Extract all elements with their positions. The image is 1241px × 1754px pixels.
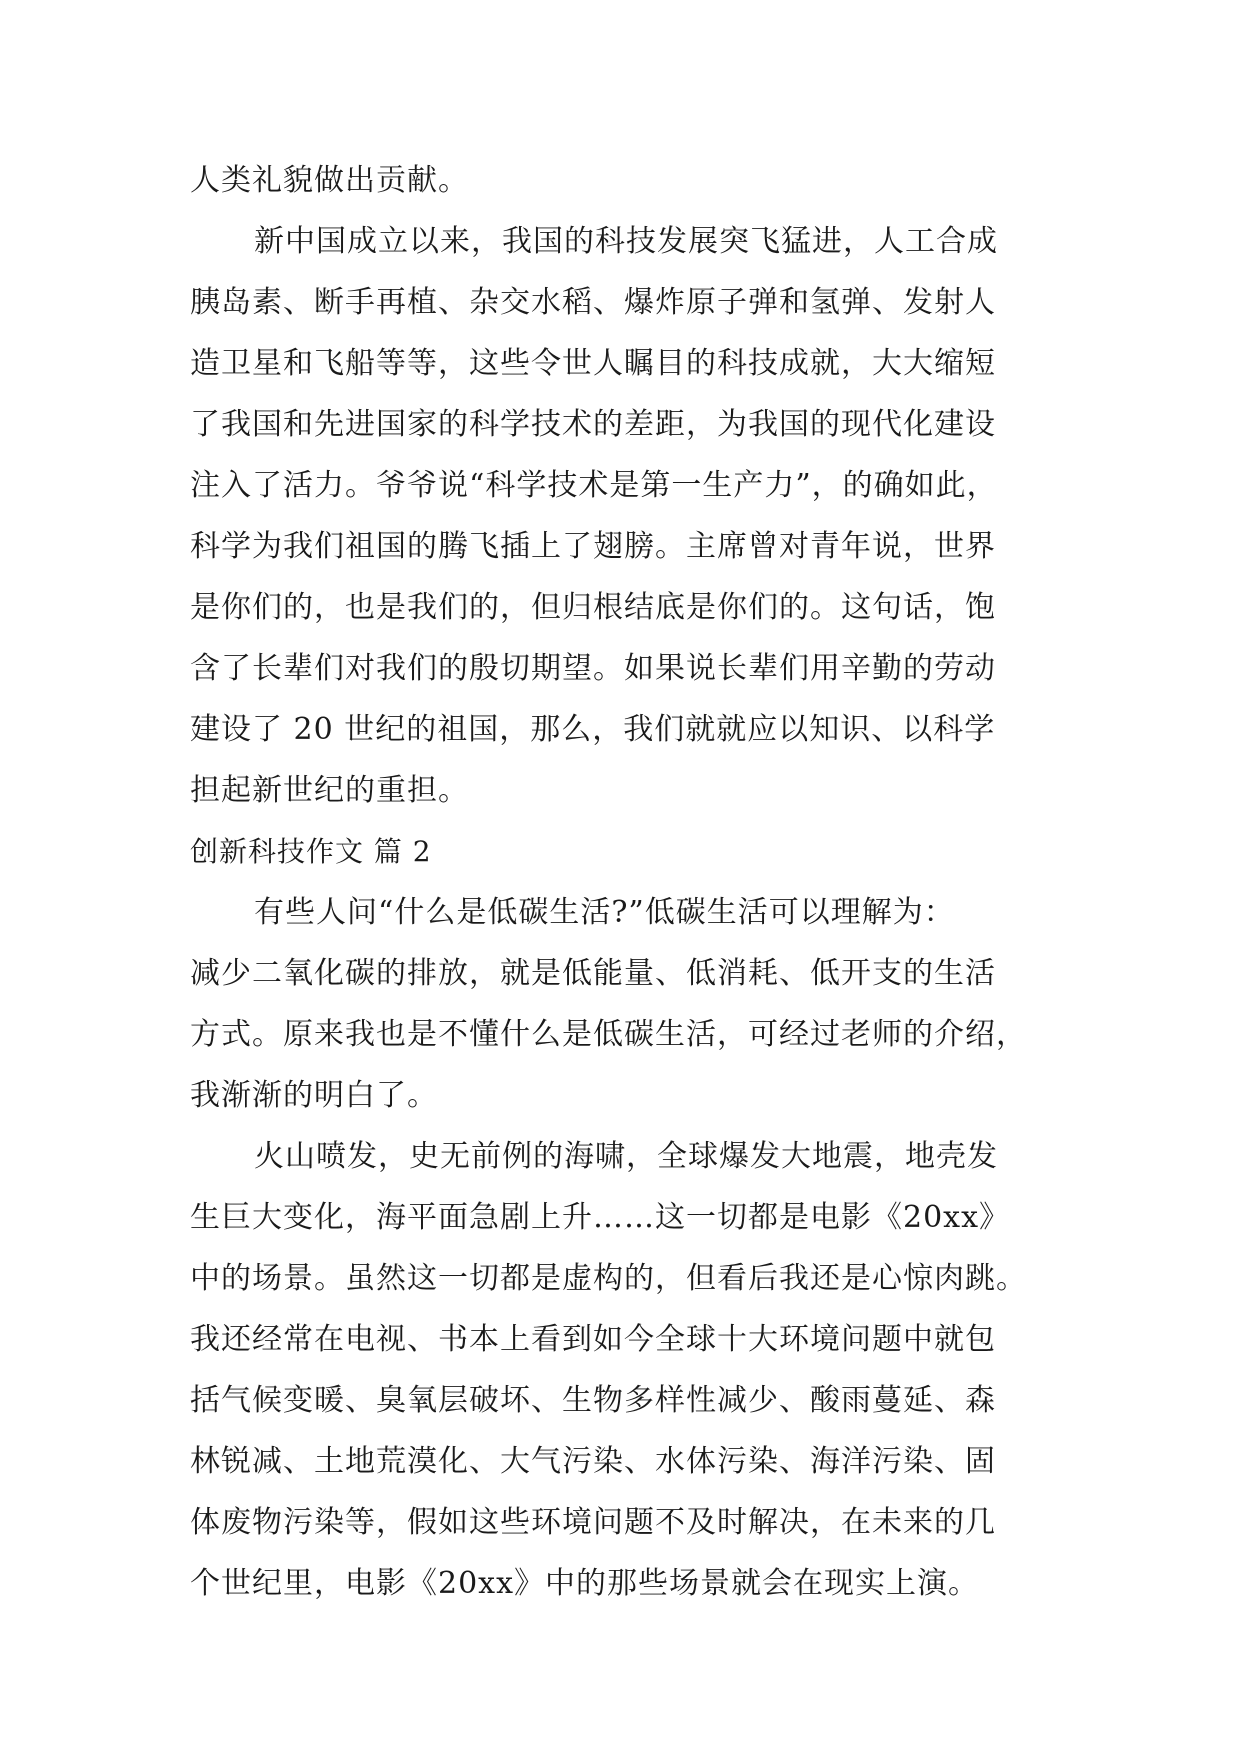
section-heading: 创新科技作文 篇 2 [190,835,432,868]
paragraph-line: 减少二氧化碳的排放，就是低能量、低消耗、低开支的生活 [190,956,996,991]
paragraph-line: 是你们的，也是我们的，但归根结底是你们的。这句话，饱 [190,590,996,625]
document-body [190,150,1060,1614]
paragraph-line: 有些人问“什么是低碳生活?”低碳生活可以理解为： [254,895,955,930]
paragraph-line: 个世纪里，电影《20xx》中的那些场景就会在现实上演。 [190,1566,980,1601]
paragraph-line: 我还经常在电视、书本上看到如今全球十大环境问题中就包 [190,1322,996,1357]
paragraph-line: 注入了活力。爷爷说“科学技术是第一生产力”，的确如此， [190,468,998,503]
paragraph-line: 火山喷发，史无前例的海啸，全球爆发大地震，地壳发 [254,1139,998,1174]
paragraph-line: 科学为我们祖国的腾飞插上了翅膀。主席曾对青年说，世界 [190,529,996,564]
paragraph-line: 含了长辈们对我们的殷切期望。如果说长辈们用辛勤的劳动 [190,651,996,686]
paragraph-line: 中的场景。虽然这一切都是虚构的，但看后我还是心惊肉跳。 [190,1261,1027,1296]
paragraph-line: 了我国和先进国家的科学技术的差距，为我国的现代化建设 [190,407,996,442]
paragraph-line: 造卫星和飞船等等，这些令世人瞩目的科技成就，大大缩短 [190,346,996,381]
paragraph-line: 括气候变暖、臭氧层破坏、生物多样性减少、酸雨蔓延、森 [190,1383,996,1418]
paragraph-line: 林锐减、土地荒漠化、大气污染、水体污染、海洋污染、固 [190,1444,996,1479]
paragraph-line: 方式。原来我也是不懂什么是低碳生活，可经过老师的介绍， [190,1017,1027,1052]
paragraph-line: 胰岛素、断手再植、杂交水稻、爆炸原子弹和氢弹、发射人 [190,285,996,320]
paragraph-line: 体废物污染等，假如这些环境问题不及时解决，在未来的几 [190,1505,996,1540]
paragraph-line: 生巨大变化，海平面急剧上升……这一切都是电影《20xx》 [190,1200,1011,1235]
paragraph-line: 担起新世纪的重担。 [190,773,469,808]
paragraph-line: 建设了 20 世纪的祖国，那么，我们就就应以知识、以科学 [190,712,996,747]
paragraph-line: 新中国成立以来，我国的科技发展突飞猛进，人工合成 [254,224,998,259]
paragraph-line: 人类礼貌做出贡献。 [190,163,469,198]
paragraph-line: 我渐渐的明白了。 [190,1078,438,1113]
